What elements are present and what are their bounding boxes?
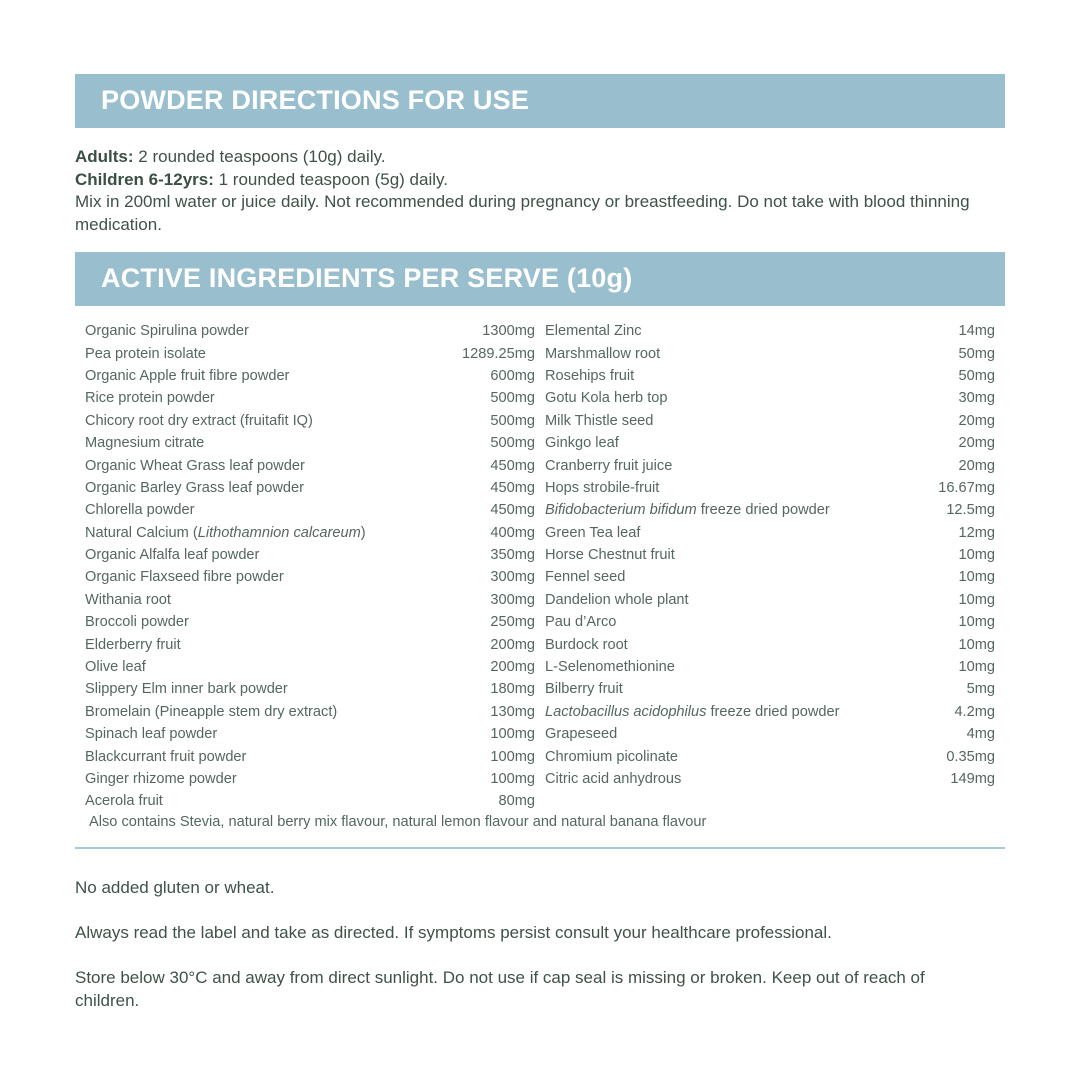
ingredient-amount: 14mg: [958, 323, 995, 340]
ingredient-name: Chromium picolinate: [545, 748, 679, 765]
ingredient-amount: 10mg: [958, 614, 995, 631]
ingredient-name: Gotu Kola herb top: [545, 390, 668, 407]
ingredient-name: Blackcurrant fruit powder: [85, 748, 247, 765]
ingredient-row: [545, 365, 995, 387]
ingredient-row: [85, 566, 535, 588]
label-warning: Always read the label and take as directed. If symptoms persist consult your healthcare professional.: [75, 923, 832, 942]
ingredient-name: Rosehips fruit: [545, 367, 635, 384]
ingredient-row: [85, 477, 535, 499]
ingredient-amount: 30mg: [958, 390, 995, 407]
ingredient-name: Hops strobile-fruit: [545, 479, 660, 496]
ingredient-name: Spinach leaf powder: [85, 726, 218, 743]
ingredient-amount: 450mg: [490, 502, 535, 519]
ingredient-row: [85, 611, 535, 633]
ingredient-row: [85, 589, 535, 611]
ingredient-amount: 10mg: [958, 636, 995, 653]
ingredient-name: Acerola fruit: [85, 793, 163, 810]
ingredient-row: [85, 701, 535, 723]
ingredient-row: [545, 745, 995, 767]
ingredient-name-species: Bifidobacterium bifidum: [545, 502, 697, 519]
ingredient-amount: 1300mg: [482, 323, 535, 340]
ingredient-row: [545, 387, 995, 409]
ingredient-amount: 20mg: [958, 412, 995, 429]
ingredient-amount: 400mg: [490, 524, 535, 541]
ingredient-amount: 10mg: [958, 569, 995, 586]
ingredients-column-right: [545, 320, 995, 790]
ingredient-row: [545, 589, 995, 611]
ingredient-name: Ginger rhizome powder: [85, 771, 237, 787]
ingredient-row: [545, 320, 995, 342]
children-dose: 1 rounded teaspoon (5g) daily.: [213, 169, 448, 189]
ingredient-name: Magnesium citrate: [85, 435, 205, 452]
ingredient-name: [545, 502, 830, 518]
directions-header: [75, 74, 1005, 128]
section-divider: [75, 847, 1005, 849]
ingredient-name: Citric acid anhydrous: [545, 771, 682, 787]
ingredient-name: Chicory root dry extract (fruitafit IQ): [85, 412, 313, 429]
children-label: Children 6-12yrs:: [75, 169, 214, 189]
ingredient-name: Marshmallow root: [545, 345, 661, 362]
ingredient-amount: 16.67mg: [938, 479, 995, 496]
ingredient-amount: 4mg: [966, 726, 995, 743]
ingredient-amount: 450mg: [490, 457, 535, 474]
ingredient-row: [545, 432, 995, 454]
ingredient-name: Elderberry fruit: [85, 636, 181, 653]
ingredient-row: [85, 499, 535, 521]
ingredient-row: [545, 611, 995, 633]
ingredient-row: [545, 342, 995, 364]
ingredient-name: Slippery Elm inner bark powder: [85, 681, 288, 698]
ingredient-name: Grapeseed: [545, 726, 618, 743]
ingredient-row: [85, 320, 535, 342]
ingredient-row: [85, 365, 535, 387]
ingredient-amount: 600mg: [490, 367, 535, 384]
ingredient-name: [545, 704, 840, 720]
mix-instructions: Mix in 200ml water or juice daily. Not recommended during pregnancy or breastfeeding. Do not take with blood thinning medication.: [75, 192, 970, 234]
ingredient-amount: 130mg: [490, 703, 535, 720]
ingredient-name: Elemental Zinc: [545, 323, 642, 340]
ingredient-row: [545, 566, 995, 588]
storage-warning: Store below 30°C and away from direct sunlight. Do not use if cap seal is missing or broken. Keep out of reach of children.: [75, 968, 925, 1010]
ingredient-name-species: Lithothamnion calcareum: [197, 524, 361, 541]
ingredients-column-left: [85, 320, 535, 813]
ingredient-amount: 350mg: [490, 547, 535, 564]
adults-label: Adults:: [75, 147, 134, 166]
ingredient-name: Chlorella powder: [85, 502, 195, 519]
ingredient-row: [85, 656, 535, 678]
ingredient-amount: 450mg: [490, 479, 535, 496]
ingredient-name-suffix: freeze dried powder: [706, 703, 840, 720]
ingredient-row: [85, 387, 535, 409]
ingredient-name: Olive leaf: [85, 659, 146, 676]
ingredient-name: Pau d’Arco: [545, 614, 617, 631]
ingredient-row: [85, 410, 535, 432]
ingredient-row: [545, 522, 995, 544]
ingredient-row: [85, 678, 535, 700]
adults-line: [75, 146, 1005, 169]
ingredient-name: Fennel seed: [545, 569, 626, 586]
ingredient-name-suffix: ): [360, 524, 366, 541]
ingredient-row: [545, 633, 995, 655]
ingredient-row: [545, 544, 995, 566]
ingredient-amount: 12.5mg: [946, 502, 995, 519]
ingredient-name: Bilberry fruit: [545, 681, 623, 698]
ingredient-row: [545, 768, 995, 790]
ingredient-row: [545, 499, 995, 521]
ingredient-amount: 20mg: [958, 457, 995, 474]
ingredient-name: Organic Barley Grass leaf powder: [85, 479, 304, 496]
ingredient-row: [545, 678, 995, 700]
ingredient-amount: 100mg: [490, 726, 535, 743]
ingredient-amount: 500mg: [490, 412, 535, 429]
ingredient-row: [545, 454, 995, 476]
ingredient-name: Cranberry fruit juice: [545, 457, 673, 474]
ingredient-name: [85, 525, 366, 541]
ingredient-amount: 300mg: [490, 569, 535, 586]
also-contains: Also contains Stevia, natural berry mix flavour, natural lemon flavour and natural banana flavour: [89, 814, 707, 830]
ingredient-row: [85, 745, 535, 767]
directions-text: [75, 146, 1005, 236]
ingredient-row: [85, 432, 535, 454]
ingredient-name: Burdock root: [545, 636, 628, 653]
ingredient-amount: 10mg: [958, 659, 995, 676]
ingredient-amount: 50mg: [958, 345, 995, 362]
ingredient-amount: 180mg: [490, 681, 535, 698]
ingredient-amount: 200mg: [490, 659, 535, 676]
ingredient-row: [545, 656, 995, 678]
ingredient-row: [85, 544, 535, 566]
ingredient-name-suffix: freeze dried powder: [696, 502, 830, 519]
ingredient-amount: 0.35mg: [946, 748, 995, 765]
ingredient-name: Rice protein powder: [85, 390, 215, 407]
gluten-note: No added gluten or wheat.: [75, 878, 275, 897]
ingredient-name: Milk Thistle seed: [545, 412, 654, 429]
directions-title: POWDER DIRECTIONS FOR USE: [101, 85, 530, 115]
ingredient-amount: 4.2mg: [954, 703, 995, 720]
ingredient-amount: 200mg: [490, 636, 535, 653]
ingredient-amount: 5mg: [966, 681, 995, 698]
ingredient-name-prefix: Natural Calcium (: [85, 524, 198, 541]
ingredient-name: Broccoli powder: [85, 614, 189, 631]
ingredient-name: Organic Alfalfa leaf powder: [85, 547, 260, 564]
ingredient-amount: 500mg: [490, 435, 535, 452]
ingredient-row: [85, 342, 535, 364]
ingredient-row: [85, 633, 535, 655]
children-line: [75, 169, 1005, 192]
ingredient-name: Organic Apple fruit fibre powder: [85, 367, 290, 384]
ingredient-row: [545, 477, 995, 499]
ingredients-header: [75, 252, 1005, 306]
ingredient-amount: 12mg: [958, 524, 995, 541]
ingredient-amount: 250mg: [490, 614, 535, 631]
ingredient-name: Withania root: [85, 591, 171, 608]
ingredient-row: [545, 723, 995, 745]
ingredient-row: [85, 790, 535, 812]
ingredient-amount: 10mg: [958, 591, 995, 608]
ingredient-amount: 10mg: [958, 547, 995, 564]
ingredient-row: [85, 454, 535, 476]
ingredients-title: ACTIVE INGREDIENTS PER SERVE (10g): [101, 263, 633, 293]
ingredient-name: Organic Spirulina powder: [85, 323, 249, 340]
ingredient-name: Ginkgo leaf: [545, 435, 619, 452]
ingredient-name: Pea protein isolate: [85, 345, 206, 362]
ingredient-amount: 50mg: [958, 367, 995, 384]
ingredient-name: Green Tea leaf: [545, 524, 641, 541]
ingredient-name: Dandelion whole plant: [545, 591, 689, 608]
ingredient-amount: 1289.25mg: [461, 345, 535, 362]
ingredient-amount: 300mg: [490, 591, 535, 608]
adults-dose: 2 rounded teaspoons (10g) daily.: [133, 147, 386, 166]
ingredient-row: [545, 701, 995, 723]
ingredient-name: Organic Wheat Grass leaf powder: [85, 457, 305, 474]
ingredient-amount: 149mg: [950, 771, 995, 787]
ingredient-name-species: Lactobacillus acidophilus: [545, 703, 707, 720]
ingredient-row: [545, 410, 995, 432]
ingredient-amount: 500mg: [490, 390, 535, 407]
ingredient-amount: 80mg: [498, 793, 535, 810]
ingredient-name: Bromelain (Pineapple stem dry extract): [85, 703, 338, 720]
ingredient-amount: 100mg: [490, 771, 535, 787]
ingredient-row: [85, 768, 535, 790]
ingredient-name: Organic Flaxseed fibre powder: [85, 569, 284, 586]
ingredient-amount: 20mg: [958, 435, 995, 452]
ingredient-row: [85, 522, 535, 544]
ingredient-name: L-Selenomethionine: [545, 659, 675, 676]
ingredient-row: [85, 723, 535, 745]
ingredient-amount: 100mg: [490, 748, 535, 765]
ingredient-name: Horse Chestnut fruit: [545, 547, 675, 564]
